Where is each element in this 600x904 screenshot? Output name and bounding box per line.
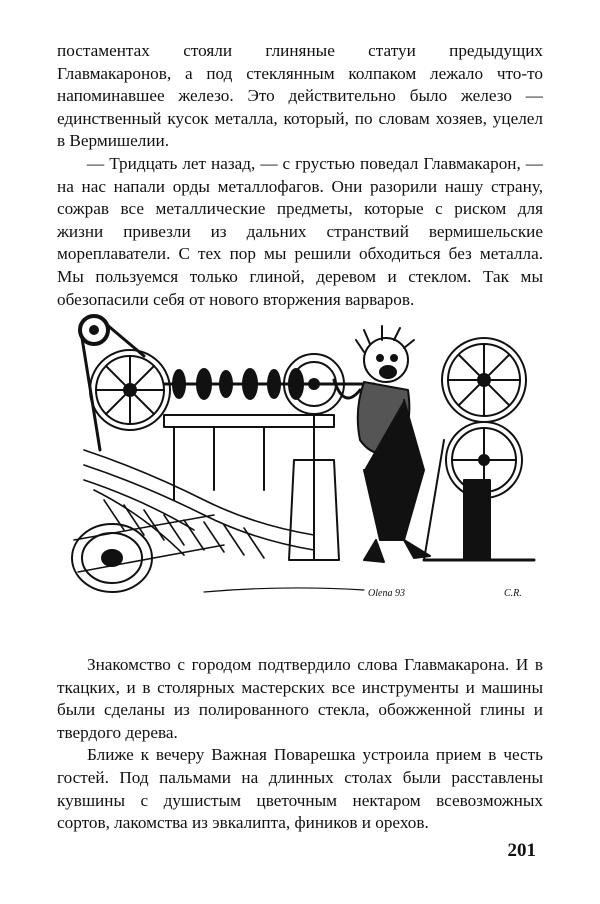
paragraph-city-tour: Знакомство с городом подтвердило слова Главмакарона. И в ткацких, и в столярных мастерских все инструменты и машины были сделаны из полированного стекла, обожженной глины и твердого дерева. [57,655,543,742]
page-number: 201 [507,840,536,861]
loom-machinery-illustration [64,300,544,618]
right-spinning-wheel [424,338,534,560]
left-spoked-wheel [90,350,170,430]
top-text-block [57,40,543,311]
paragraph-dialogue: — Тридцать лет назад, — с грустью поведал Главмакарон, — на нас напали орды металлофагов. Они разорили нашу страну, сожрав все металлические предметы, которые с риском для жизни привезли из дальних странствий вермишельские мореплаватели. С тех пор мы решили обходиться без металла. Мы пользуемся только глиной, деревом и стеклом. Так мы обезопасили себя от нового вторжения варваров. [57,153,543,309]
spool-drum [72,515,224,592]
paragraph-continuation: постаментах стояли глиняные статуи предыдущих Главмакаронов, а под стеклянным колпаком лежало что-то напоминавшее железо. Это действительно было железо — единственный кусок металла, который, по словам хозяев, уцелел в Вермишелии. [57,41,543,151]
paragraph-reception: Ближе к вечеру Важная Поварешка устроила прием в честь гостей. Под пальмами на длинных столах были расставлены кувшины с душистым цветочным нектаром всевозможных сортов, лакомства из эвкалипта, фиников и орехов. [57,745,543,833]
old-man-figure [334,326,430,562]
artist-signature-right: C.R. [504,588,522,599]
bottom-text-block [57,654,543,835]
artist-signature-left: Olena 93 [368,588,405,599]
